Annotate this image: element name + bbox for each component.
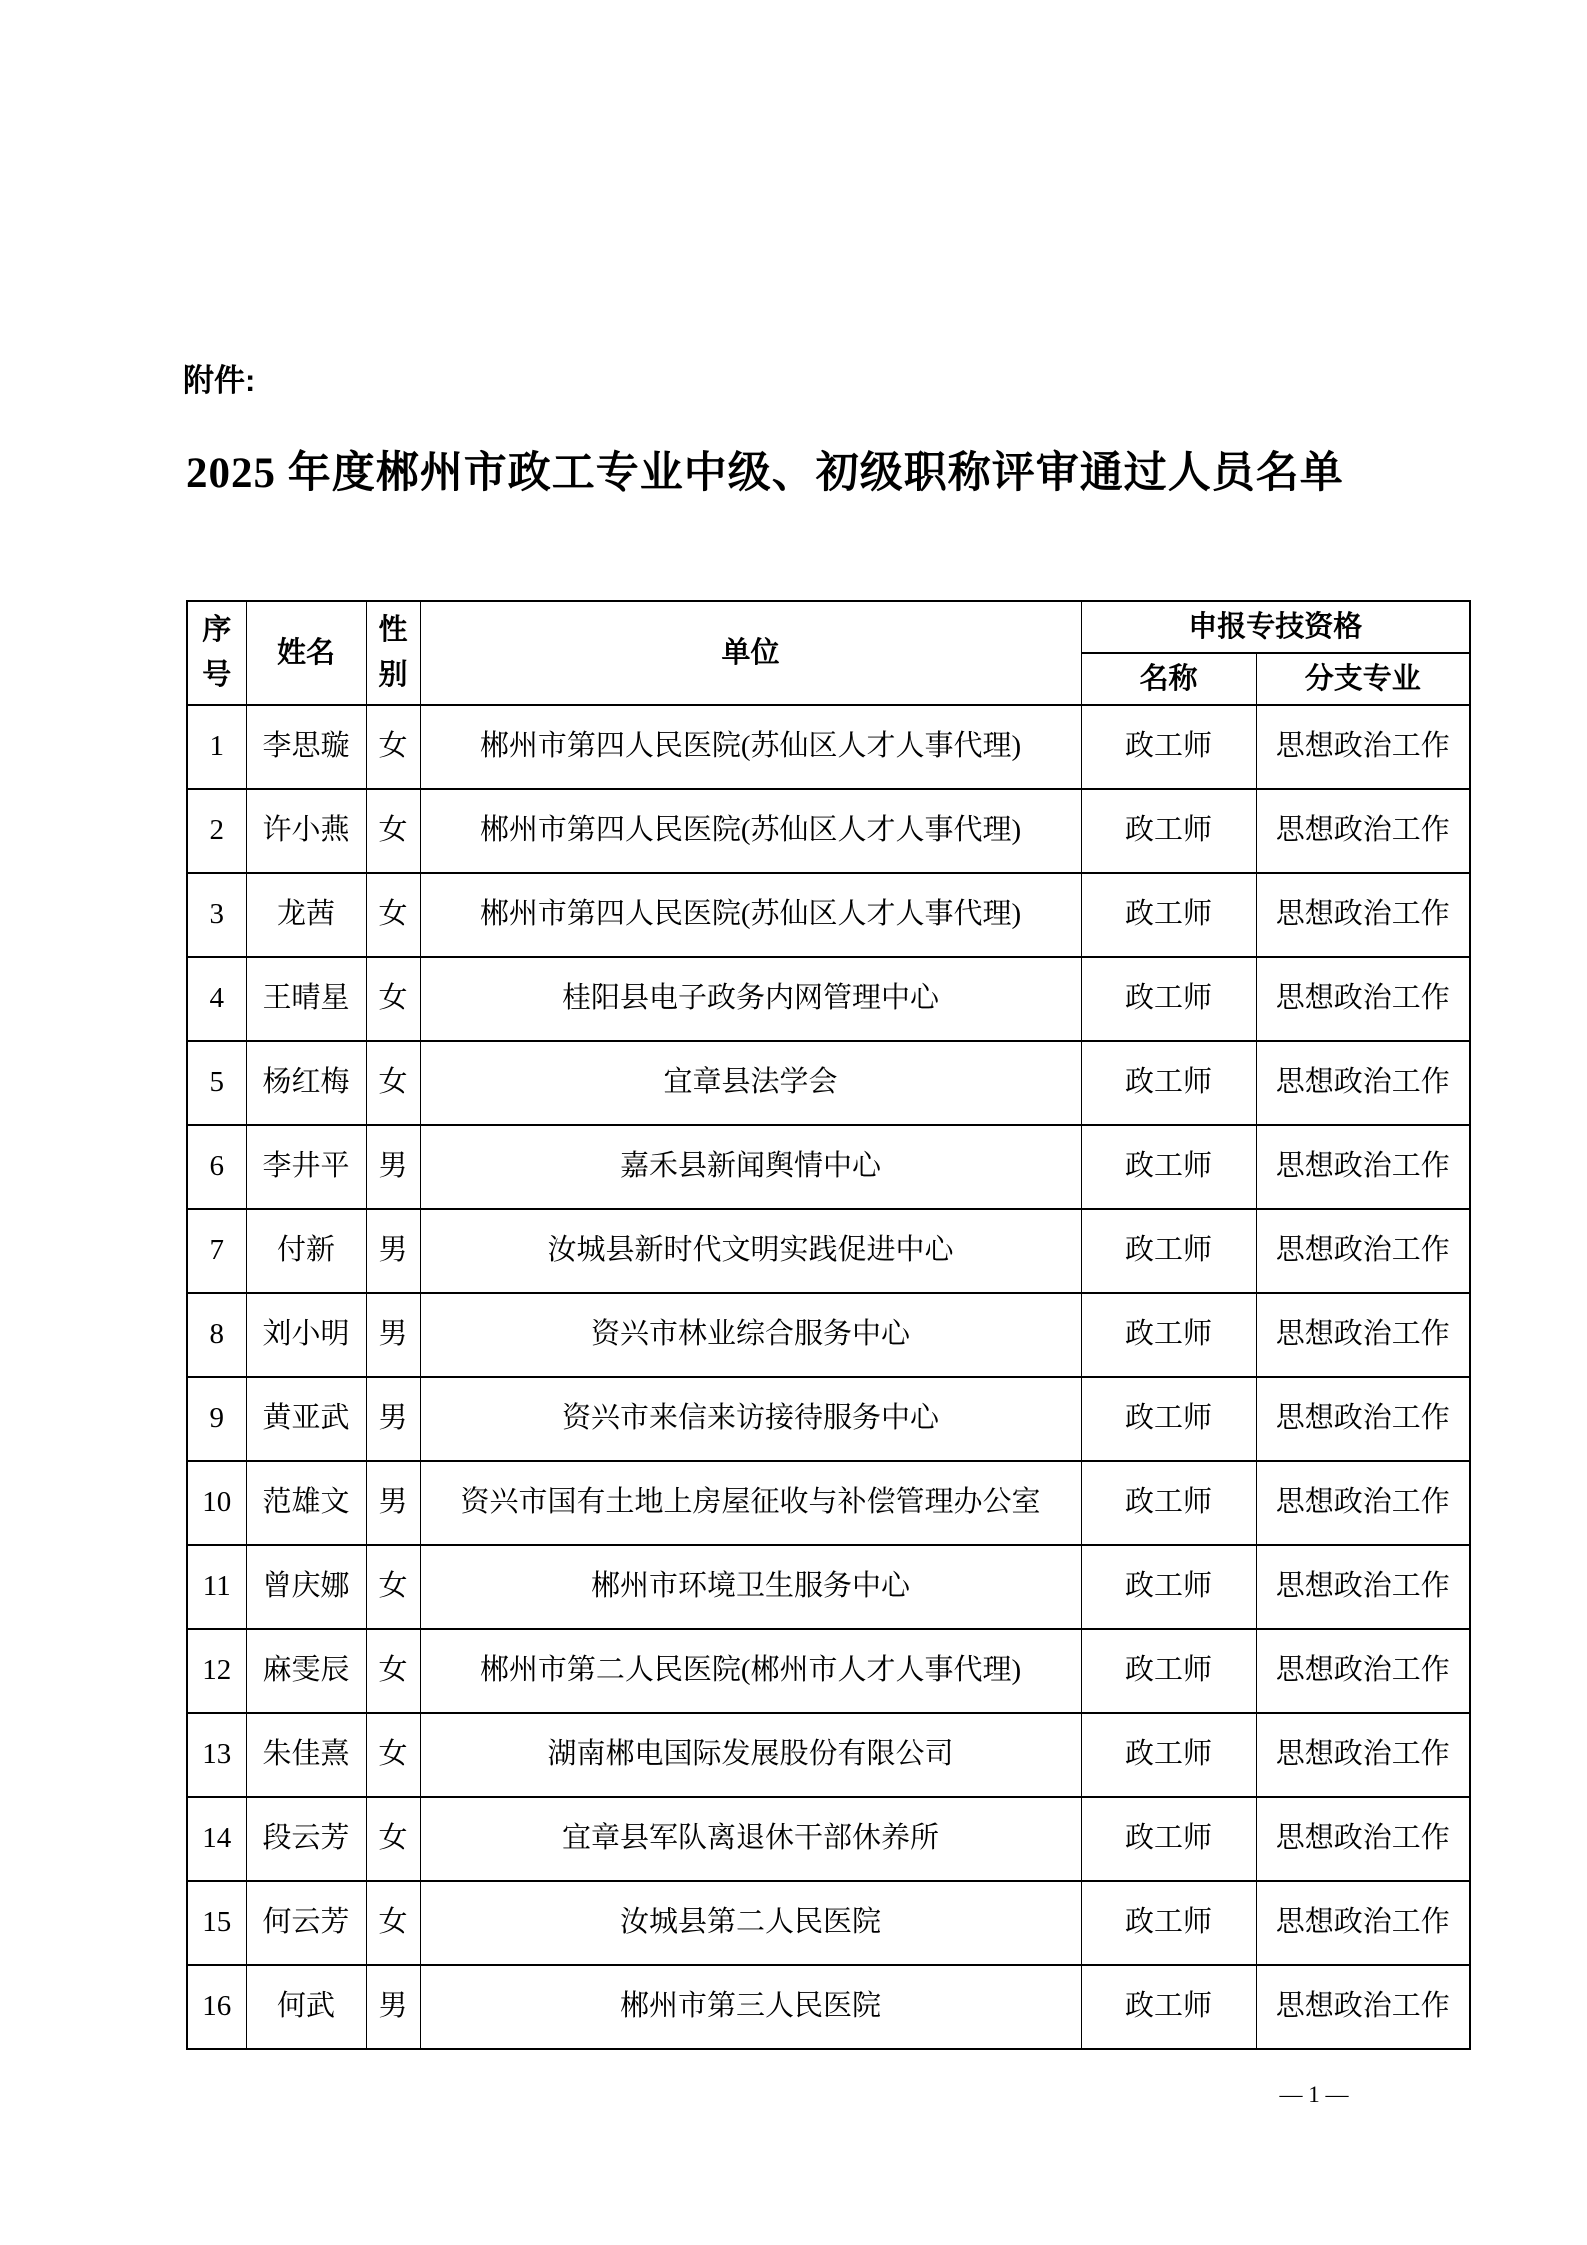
cell-qualification: 政工师 (1081, 1209, 1256, 1293)
cell-branch: 思想政治工作 (1256, 1209, 1470, 1293)
cell-gender: 女 (366, 1881, 420, 1965)
table-row (187, 1461, 1470, 1545)
cell-gender: 男 (366, 1461, 420, 1545)
cell-qualification: 政工师 (1081, 1545, 1256, 1629)
cell-unit: 汝城县第二人民医院 (420, 1881, 1081, 1965)
header-branch: 分支专业 (1256, 653, 1470, 705)
cell-gender: 女 (366, 789, 420, 873)
attachment-label: 附件: (183, 363, 256, 398)
cell-qualification: 政工师 (1081, 789, 1256, 873)
cell-gender: 女 (366, 1629, 420, 1713)
header-qualification-group: 申报专技资格 (1081, 601, 1470, 653)
cell-gender: 女 (366, 1041, 420, 1125)
cell-qualification: 政工师 (1081, 1377, 1256, 1461)
cell-unit: 郴州市第三人民医院 (420, 1965, 1081, 2049)
cell-name: 杨红梅 (246, 1041, 366, 1125)
cell-no: 1 (187, 705, 246, 789)
cell-unit: 郴州市第四人民医院(苏仙区人才人事代理) (420, 789, 1081, 873)
cell-gender: 男 (366, 1125, 420, 1209)
table-row (187, 1377, 1470, 1461)
cell-name: 朱佳熹 (246, 1713, 366, 1797)
cell-no: 11 (187, 1545, 246, 1629)
cell-unit: 宜章县法学会 (420, 1041, 1081, 1125)
table-header-row-top (187, 601, 1470, 653)
cell-branch: 思想政治工作 (1256, 1545, 1470, 1629)
cell-qualification: 政工师 (1081, 1293, 1256, 1377)
cell-no: 16 (187, 1965, 246, 2049)
table-body (187, 705, 1470, 2049)
cell-name: 麻雯辰 (246, 1629, 366, 1713)
header-name: 姓名 (246, 601, 366, 705)
cell-branch: 思想政治工作 (1256, 1125, 1470, 1209)
header-unit: 单位 (420, 601, 1081, 705)
cell-gender: 男 (366, 1209, 420, 1293)
cell-unit: 桂阳县电子政务内网管理中心 (420, 957, 1081, 1041)
cell-no: 4 (187, 957, 246, 1041)
table-row (187, 1797, 1470, 1881)
cell-unit: 郴州市第二人民医院(郴州市人才人事代理) (420, 1629, 1081, 1713)
cell-no: 2 (187, 789, 246, 873)
header-no: 序号 (187, 601, 246, 705)
cell-branch: 思想政治工作 (1256, 873, 1470, 957)
cell-name: 龙茜 (246, 873, 366, 957)
cell-name: 何武 (246, 1965, 366, 2049)
cell-unit: 资兴市来信来访接待服务中心 (420, 1377, 1081, 1461)
cell-no: 3 (187, 873, 246, 957)
cell-qualification: 政工师 (1081, 1713, 1256, 1797)
table-row (187, 1629, 1470, 1713)
table-row (187, 789, 1470, 873)
cell-no: 15 (187, 1881, 246, 1965)
cell-unit: 汝城县新时代文明实践促进中心 (420, 1209, 1081, 1293)
cell-gender: 男 (366, 1293, 420, 1377)
cell-gender: 男 (366, 1377, 420, 1461)
cell-unit: 资兴市国有土地上房屋征收与补偿管理办公室 (420, 1461, 1081, 1545)
table-row (187, 1125, 1470, 1209)
cell-branch: 思想政治工作 (1256, 1629, 1470, 1713)
table-row (187, 1965, 1470, 2049)
table-row (187, 705, 1470, 789)
cell-gender: 女 (366, 1545, 420, 1629)
cell-name: 付新 (246, 1209, 366, 1293)
table-row (187, 957, 1470, 1041)
cell-qualification: 政工师 (1081, 1041, 1256, 1125)
cell-gender: 男 (366, 1965, 420, 2049)
table-row (187, 1713, 1470, 1797)
cell-name: 王晴星 (246, 957, 366, 1041)
cell-qualification: 政工师 (1081, 705, 1256, 789)
cell-name: 黄亚武 (246, 1377, 366, 1461)
table-row (187, 1041, 1470, 1125)
cell-gender: 女 (366, 705, 420, 789)
roster-table (186, 600, 1471, 2050)
cell-no: 14 (187, 1797, 246, 1881)
cell-no: 6 (187, 1125, 246, 1209)
cell-no: 12 (187, 1629, 246, 1713)
cell-unit: 宜章县军队离退休干部休养所 (420, 1797, 1081, 1881)
cell-qualification: 政工师 (1081, 1881, 1256, 1965)
cell-branch: 思想政治工作 (1256, 789, 1470, 873)
cell-no: 10 (187, 1461, 246, 1545)
cell-no: 13 (187, 1713, 246, 1797)
cell-branch: 思想政治工作 (1256, 705, 1470, 789)
cell-qualification: 政工师 (1081, 957, 1256, 1041)
cell-unit: 郴州市环境卫生服务中心 (420, 1545, 1081, 1629)
table-row (187, 1209, 1470, 1293)
cell-branch: 思想政治工作 (1256, 1797, 1470, 1881)
cell-unit: 湖南郴电国际发展股份有限公司 (420, 1713, 1081, 1797)
cell-name: 何云芳 (246, 1881, 366, 1965)
table-row (187, 1293, 1470, 1377)
cell-branch: 思想政治工作 (1256, 1293, 1470, 1377)
cell-name: 李井平 (246, 1125, 366, 1209)
cell-gender: 女 (366, 957, 420, 1041)
cell-gender: 女 (366, 1797, 420, 1881)
cell-name: 许小燕 (246, 789, 366, 873)
cell-name: 曾庆娜 (246, 1545, 366, 1629)
header-qualification-name: 名称 (1081, 653, 1256, 705)
cell-gender: 女 (366, 873, 420, 957)
cell-name: 段云芳 (246, 1797, 366, 1881)
cell-branch: 思想政治工作 (1256, 1461, 1470, 1545)
cell-qualification: 政工师 (1081, 873, 1256, 957)
cell-branch: 思想政治工作 (1256, 1377, 1470, 1461)
cell-unit: 郴州市第四人民医院(苏仙区人才人事代理) (420, 705, 1081, 789)
cell-qualification: 政工师 (1081, 1629, 1256, 1713)
cell-no: 7 (187, 1209, 246, 1293)
page-number: — 1 — (1279, 2082, 1349, 2107)
cell-qualification: 政工师 (1081, 1125, 1256, 1209)
cell-branch: 思想政治工作 (1256, 957, 1470, 1041)
table-row (187, 1881, 1470, 1965)
table-row (187, 873, 1470, 957)
table-header (187, 601, 1470, 705)
cell-branch: 思想政治工作 (1256, 1965, 1470, 2049)
cell-no: 9 (187, 1377, 246, 1461)
cell-branch: 思想政治工作 (1256, 1713, 1470, 1797)
cell-name: 李思璇 (246, 705, 366, 789)
cell-name: 范雄文 (246, 1461, 366, 1545)
page-title: 2025 年度郴州市政工专业中级、初级职称评审通过人员名单 (186, 450, 1344, 497)
cell-no: 5 (187, 1041, 246, 1125)
table-row (187, 1545, 1470, 1629)
cell-branch: 思想政治工作 (1256, 1881, 1470, 1965)
header-gender: 性别 (366, 601, 420, 705)
cell-unit: 资兴市林业综合服务中心 (420, 1293, 1081, 1377)
cell-gender: 女 (366, 1713, 420, 1797)
cell-qualification: 政工师 (1081, 1965, 1256, 2049)
cell-name: 刘小明 (246, 1293, 366, 1377)
cell-qualification: 政工师 (1081, 1797, 1256, 1881)
cell-qualification: 政工师 (1081, 1461, 1256, 1545)
cell-unit: 嘉禾县新闻舆情中心 (420, 1125, 1081, 1209)
cell-unit: 郴州市第四人民医院(苏仙区人才人事代理) (420, 873, 1081, 957)
cell-branch: 思想政治工作 (1256, 1041, 1470, 1125)
cell-no: 8 (187, 1293, 246, 1377)
